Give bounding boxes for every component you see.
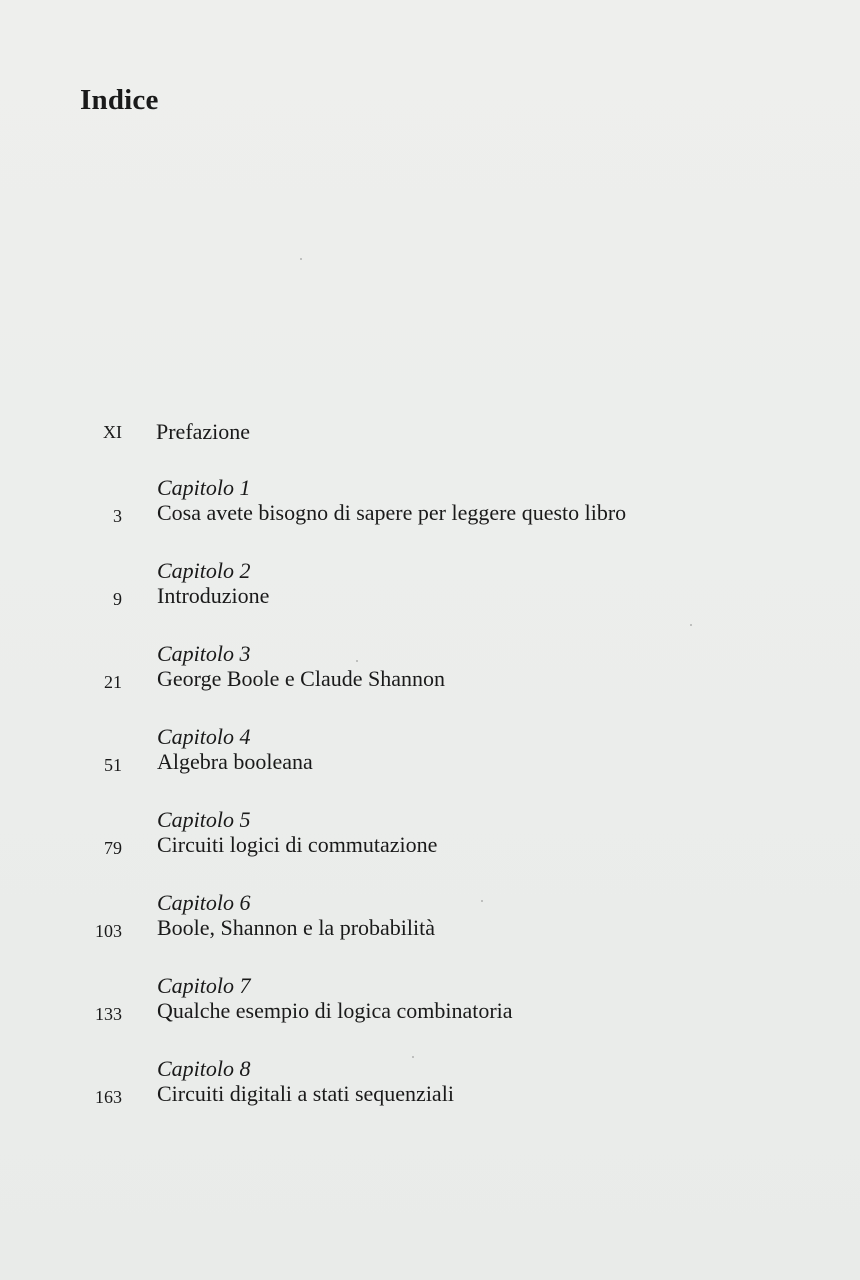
- toc-page-number: 21: [104, 672, 122, 692]
- paper-speck: [300, 258, 302, 260]
- toc-page-number: XI: [103, 422, 122, 442]
- toc-page-number: 51: [104, 755, 122, 775]
- chapter-label: Capitolo 7: [157, 973, 251, 998]
- toc-entry-preface[interactable]: [0, 418, 860, 474]
- chapter-title: Introduzione: [157, 583, 270, 608]
- chapter-label: Capitolo 1: [157, 475, 251, 500]
- chapter-label: Capitolo 2: [157, 558, 251, 583]
- chapter-title: Boole, Shannon e la probabilità: [157, 915, 435, 940]
- toc-page-number: 9: [113, 589, 122, 609]
- chapter-title: George Boole e Claude Shannon: [157, 666, 445, 691]
- chapter-label: Capitolo 8: [157, 1056, 251, 1081]
- table-of-contents: [0, 418, 860, 1138]
- chapter-title: Qualche esempio di logica combinatoria: [157, 998, 513, 1023]
- chapter-title: Algebra booleana: [157, 749, 313, 774]
- chapter-label: Capitolo 6: [157, 890, 251, 915]
- toc-entry-chapter-2[interactable]: [0, 557, 860, 640]
- toc-entry-chapter-8[interactable]: [0, 1055, 860, 1138]
- toc-entry-chapter-4[interactable]: [0, 723, 860, 806]
- chapter-label: Capitolo 4: [157, 724, 251, 749]
- chapter-title: Circuiti logici di commutazione: [157, 832, 438, 857]
- page-title: Indice: [80, 84, 159, 116]
- chapter-title: Circuiti digitali a stati sequenziali: [157, 1081, 454, 1106]
- toc-page-number: 3: [113, 506, 122, 526]
- toc-entry-chapter-1[interactable]: [0, 474, 860, 557]
- chapter-label: Capitolo 5: [157, 807, 251, 832]
- toc-entry-chapter-5[interactable]: [0, 806, 860, 889]
- toc-page-number: 79: [104, 838, 122, 858]
- toc-page-number: 103: [95, 921, 122, 941]
- toc-page-number: 163: [95, 1087, 122, 1107]
- toc-entry-chapter-3[interactable]: [0, 640, 860, 723]
- chapter-title: Cosa avete bisogno di sapere per leggere questo libro: [157, 500, 627, 525]
- toc-entry-title: Prefazione: [156, 419, 251, 444]
- toc-page-number: 133: [95, 1004, 122, 1024]
- toc-entry-chapter-6[interactable]: [0, 889, 860, 972]
- chapter-label: Capitolo 3: [157, 641, 251, 666]
- toc-entry-chapter-7[interactable]: [0, 972, 860, 1055]
